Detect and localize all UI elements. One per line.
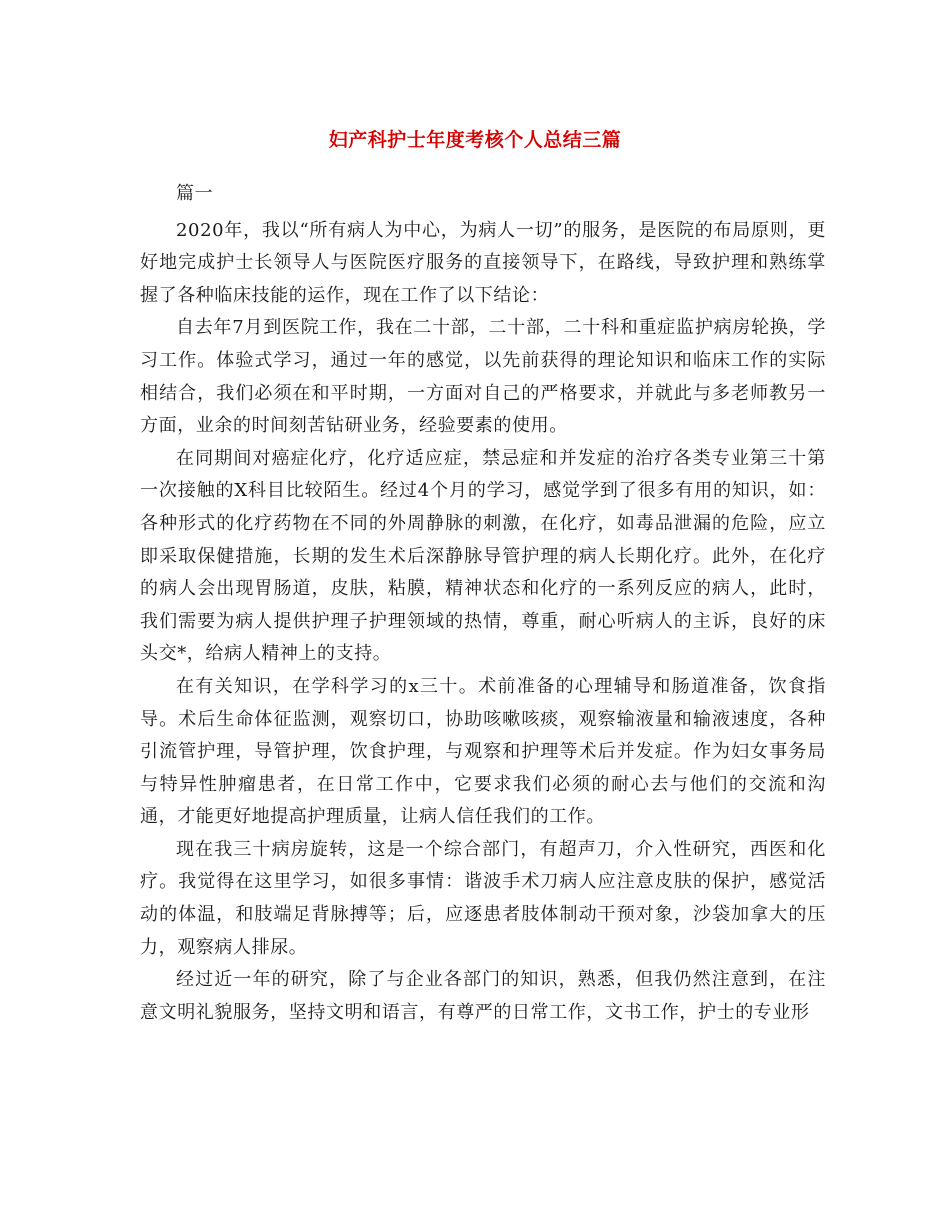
paragraph-rotation: 自去年7月到医院工作，我在二十部，二十部，二十科和重症监护病房轮换，学习工作。体验式学习，通过一年的感觉，以先前获得的理论知识和临床工作的实际相结合，我们必须在和平时期，一方面对自己的严格要求，并就此与多老师教另一方面，业余的时间刻苦钻研业务，经验要素的使用。 bbox=[140, 317, 826, 437]
paragraph-chemotherapy: 在同期间对癌症化疗，化疗适应症，禁忌症和并发症的治疗各类专业第三十第一次接触的X科目比较陌生。经过4个月的学习，感觉学到了很多有用的知识，如：各种形式的化疗药物在不同的外周静脉的刺激，在化疗，如毒品泄漏的危险，应立即采取保健措施，长期的发生术后深静脉导管护理的病人长期化疗。此外，在化疗的病人会出现胃肠道，皮肤，粘膜，精神状态和化疗的一系列反应的病人，此时，我们需要为病人提供护理子护理领域的热情，尊重，耐心听病人的主诉，良好的床头交*，给病人精神上的支持。 bbox=[140, 447, 826, 665]
document-body bbox=[140, 178, 826, 1029]
paragraph-intro: 2020年，我以“所有病人为中心，为病人一切”的服务，是医院的布局原则，更好地完成护士长领导人与医院医疗服务的直接领导下，在路线，导致护理和熟练掌握了各种临床技能的运作，现在工作了以下结论： bbox=[140, 219, 826, 306]
paragraph-conclusion: 经过近一年的研究，除了与企业各部门的知识，熟悉，但我仍然注意到，在注意文明礼貌服务，坚持文明和语言，有尊严的日常工作，文书工作，护士的专业形 bbox=[140, 969, 826, 1023]
paragraph-surgery-care: 在有关知识，在学科学习的x三十。术前准备的心理辅导和肠道准备，饮食指导。术后生命体征监测，观察切口，协助咳嗽咳痰，观察输液量和输液速度，各种引流管护理，导管护理，饮食护理，与观察和护理等术后并发症。作为妇女事务局与特异性肿瘤患者，在日常工作中，它要求我们必须的耐心去与他们的交流和沟通，才能更好地提高护理质量，让病人信任我们的工作。 bbox=[140, 675, 826, 828]
paragraph-comprehensive-ward: 现在我三十病房旋转，这是一个综合部门，有超声刀，介入性研究，西医和化疗。我觉得在这里学习，如很多事情：谐波手术刀病人应注意皮肤的保护，感觉活动的体温，和肢端足背脉搏等；后，应逐患者肢体制动干预对象，沙袋加拿大的压力，观察病人排尿。 bbox=[140, 838, 826, 958]
document-title: 妇产科护士年度考核个人总结三篇 bbox=[328, 129, 622, 151]
section-heading: 篇一 bbox=[176, 183, 214, 204]
